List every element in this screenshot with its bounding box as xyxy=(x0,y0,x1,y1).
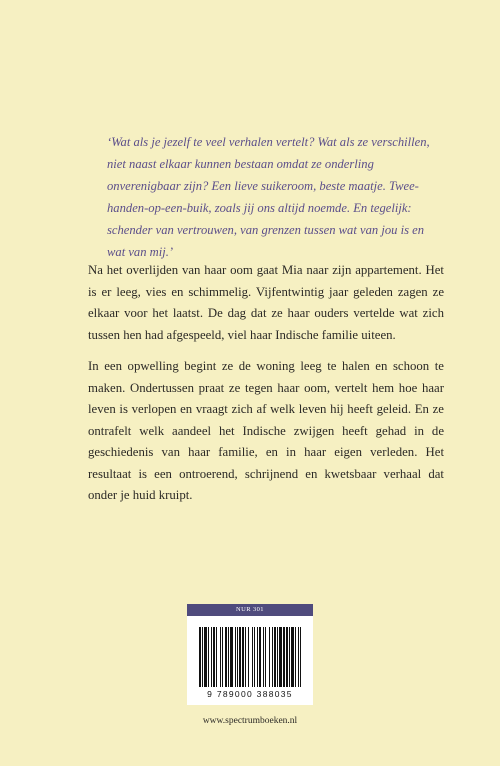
barcode-bar xyxy=(228,627,229,687)
blurb-paragraph-1: Na het overlijden van haar oom gaat Mia naar zijn appartement. Het is er leeg, vies en schimmelig. Vijfentwintig jaar geleden zagen ze elkaar voor het laatst. De dag dat ze haar ouders vertelde wat zich tussen hen had afgespeeld, viel haar Indische familie uiteen. xyxy=(88,263,444,342)
barcode-bar xyxy=(216,627,217,687)
barcode-bar xyxy=(211,627,212,687)
back-cover-quote: ‘Wat als je jezelf te veel verhalen vertelt? Wat als ze verschillen, niet naast elkaar kunnen bestaan omdat ze onderling onverenigbaar zijn? Een lieve suikeroom, beste maatje. Twee-handen-op-een-buik, zoals jij ons altijd noemde. En tegelijk: schender van vertrouwen, van grenzen tussen wat van jou is en wat van mij.’ xyxy=(107,135,430,259)
barcode-bar xyxy=(295,627,296,687)
isbn-barcode-box xyxy=(187,604,313,705)
barcode-bar xyxy=(202,627,203,687)
barcode-bar xyxy=(252,627,253,687)
barcode-bar xyxy=(213,627,215,687)
barcode-bar xyxy=(199,627,201,687)
barcode-bar xyxy=(239,627,241,687)
barcode-bar xyxy=(259,627,261,687)
barcode-bar xyxy=(286,627,288,687)
barcode-bar xyxy=(277,627,278,687)
barcode-bar xyxy=(222,627,223,687)
barcode-bar xyxy=(245,627,246,687)
barcode-bar xyxy=(298,627,299,687)
barcode-bar xyxy=(220,627,221,687)
barcode-bar xyxy=(283,627,285,687)
barcode-bar xyxy=(257,627,258,687)
barcode-bar xyxy=(269,627,270,687)
barcode-bar xyxy=(274,627,276,687)
barcode-bar xyxy=(272,627,273,687)
barcode-bar xyxy=(289,627,290,687)
blurb-paragraph-2: In een opwelling begint ze de woning leeg te halen en schoon te maken. Ondertussen praat ze tegen haar oom, vertelt hem hoe haar leven is verlopen en vraagt zich af welk leven hij heeft geleid. En ze ontrafelt welk aandeel het Indische zwijgen heeft gehad in de geschiedenis van haar familie, en in haar eigen verleden. Het resultaat is een ontroerend, schrijnend en kwetsbaar verhaal dat onder je huid kruipt. xyxy=(88,359,444,502)
barcode-bar xyxy=(300,627,301,687)
barcode-bar xyxy=(265,627,266,687)
barcode-bar xyxy=(225,627,227,687)
barcode-bar xyxy=(242,627,244,687)
barcode-bar xyxy=(230,627,233,687)
barcode-bar xyxy=(235,627,236,687)
isbn-digits: 9 789000 388035 xyxy=(207,689,293,699)
nur-label: NUR 301 xyxy=(187,604,313,616)
barcode-bar xyxy=(254,627,255,687)
barcode-bar xyxy=(263,627,264,687)
barcode-bar xyxy=(291,627,294,687)
publisher-url: www.spectrumboeken.nl xyxy=(202,716,298,726)
barcode-bar xyxy=(208,627,209,687)
barcode-bars xyxy=(199,627,301,687)
barcode-bar xyxy=(248,627,249,687)
barcode-bar xyxy=(279,627,282,687)
barcode-bar xyxy=(204,627,207,687)
barcode-bar xyxy=(237,627,238,687)
